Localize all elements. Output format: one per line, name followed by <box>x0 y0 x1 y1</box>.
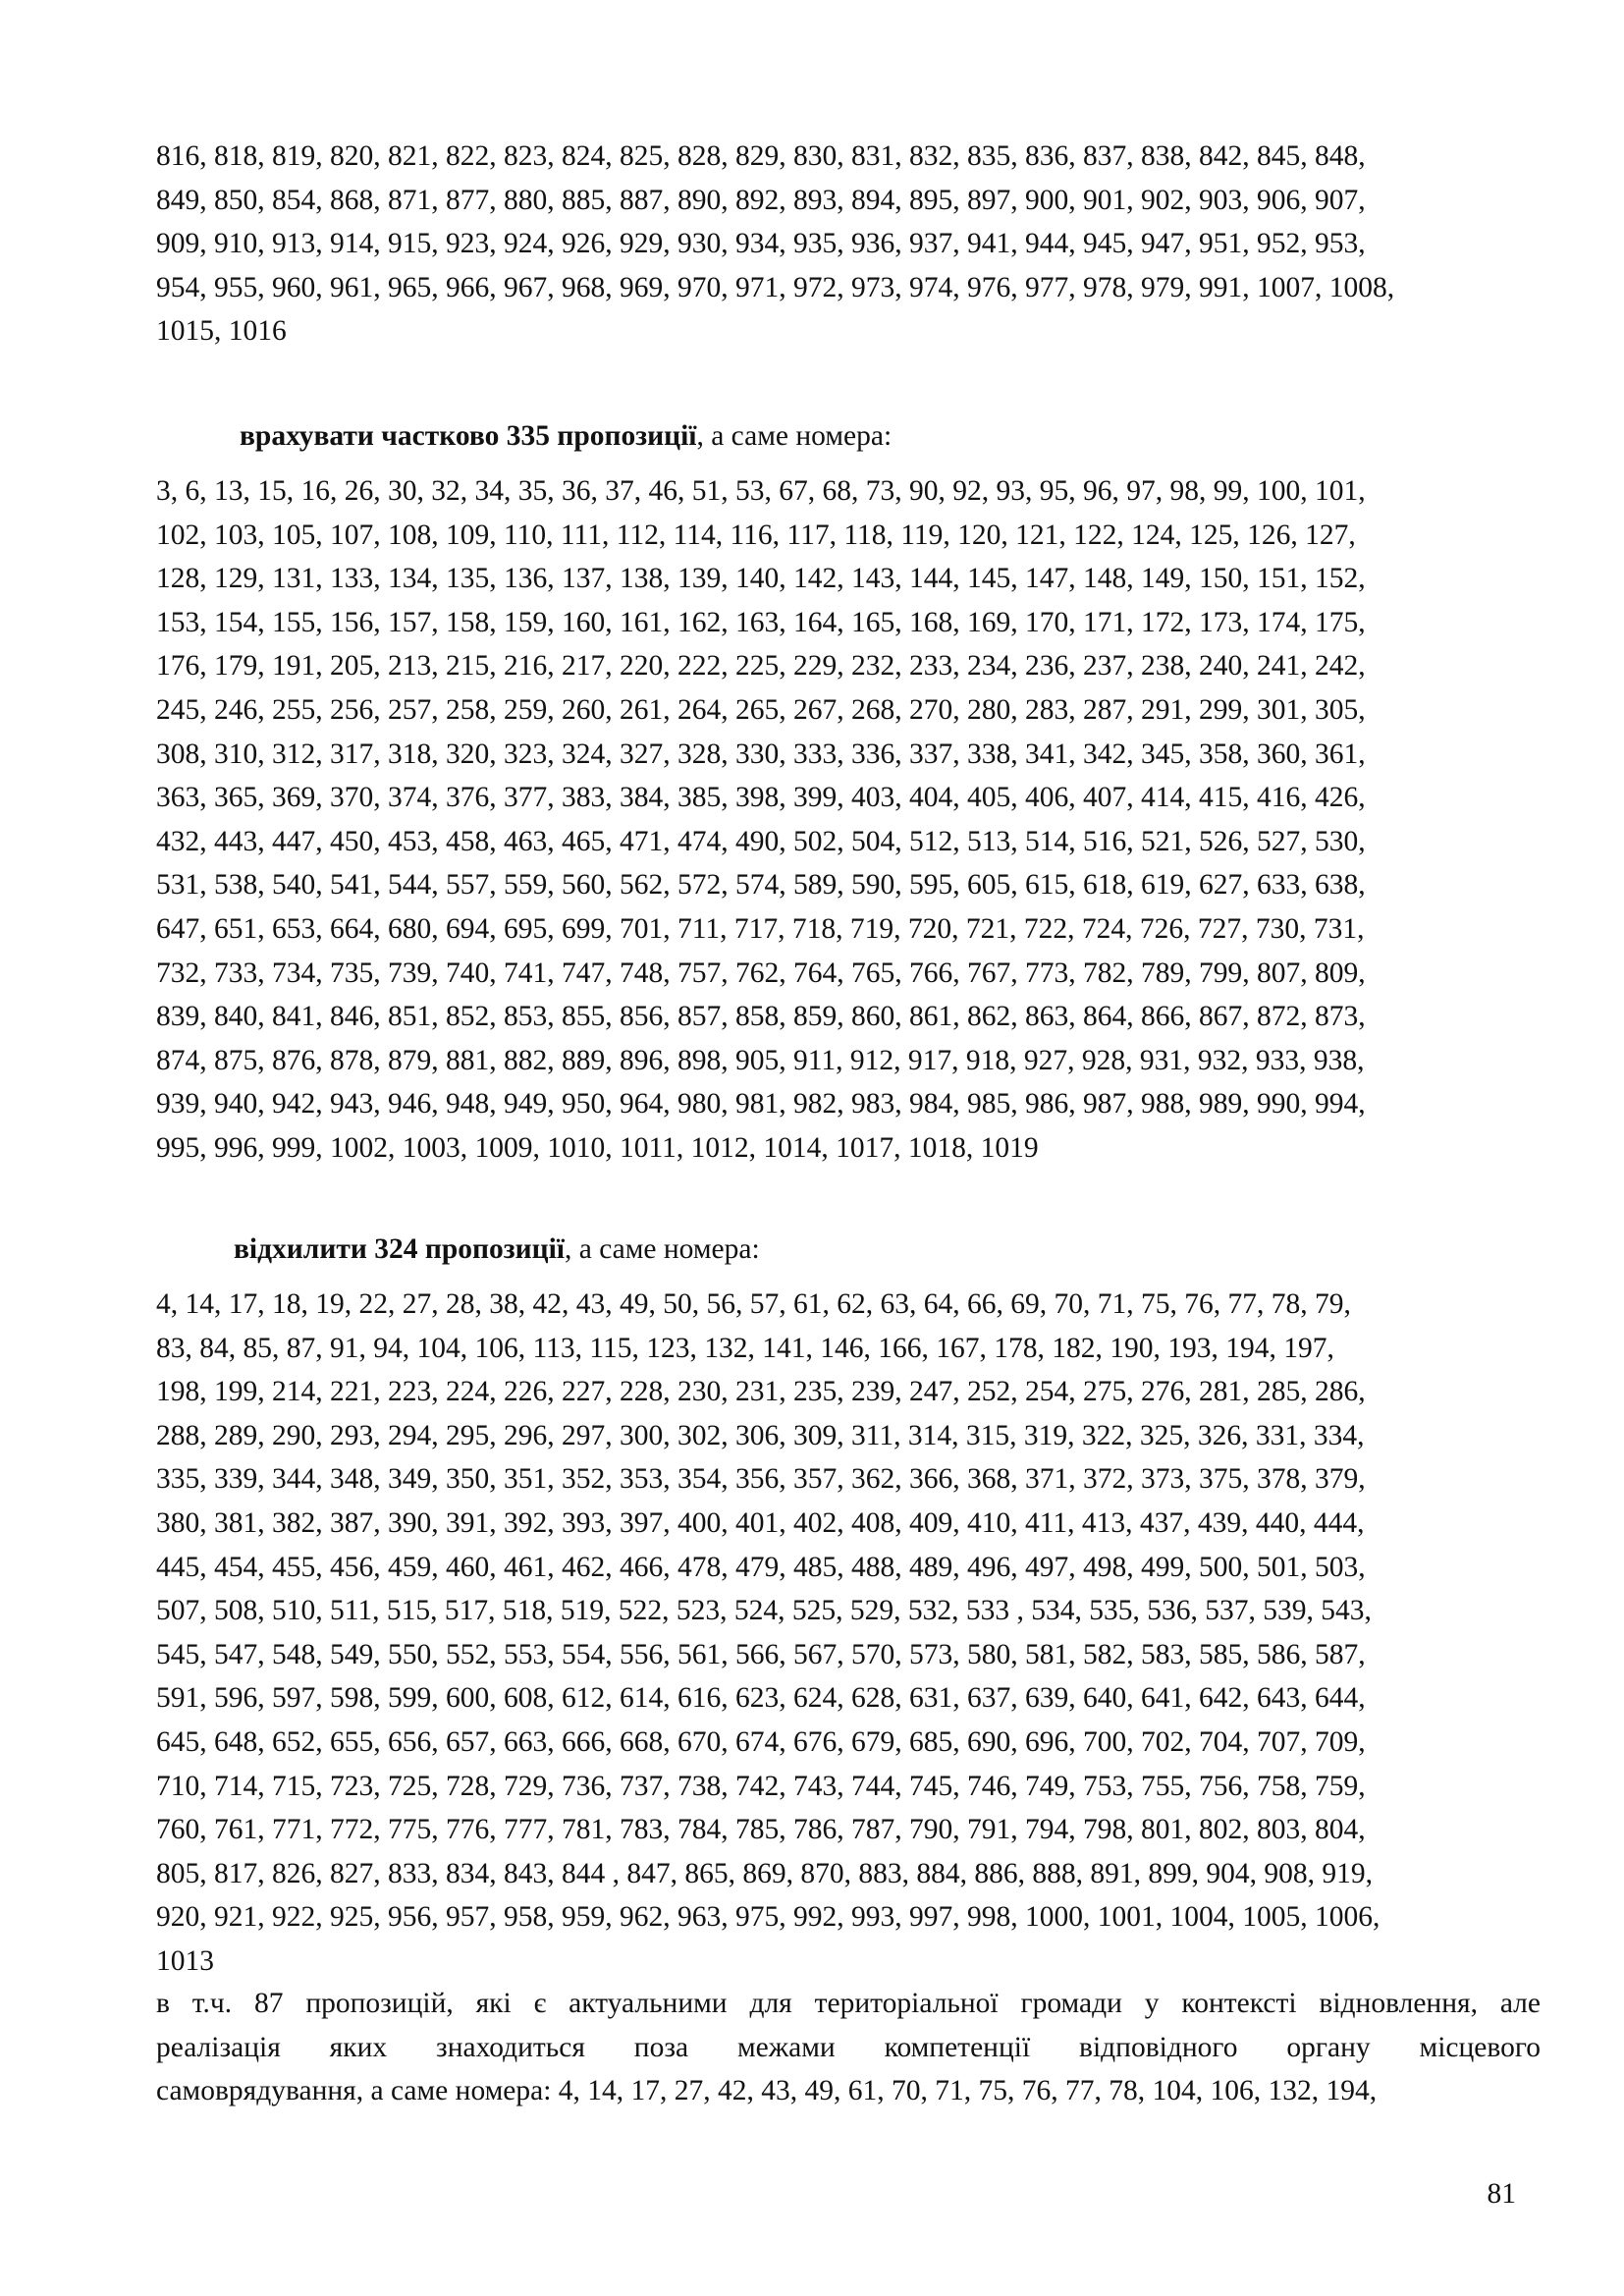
number-list-line: 545, 547, 548, 549, 550, 552, 553, 554, 556, 561, 566, 567, 570, 573, 580, 581, 582, 583, 585, 586, 587, <box>156 1638 1366 1670</box>
reject-section-heading <box>234 1230 760 1269</box>
number-list-line: 288, 289, 290, 293, 294, 295, 296, 297, 300, 302, 306, 309, 311, 314, 315, 319, 322, 325, 326, 331, 334, <box>156 1419 1365 1451</box>
number-list-line: 335, 339, 344, 348, 349, 350, 351, 352, 353, 354, 356, 357, 362, 366, 368, 371, 372, 373, 375, 378, 379, <box>156 1463 1366 1496</box>
paragraph-line: в т.ч. 87 пропозицій, які є актуальними для територіальної громади у контексті відновлення, але <box>156 1988 1541 2019</box>
number-list-line: 363, 365, 369, 370, 374, 376, 377, 383, 384, 385, 398, 399, 403, 404, 405, 406, 407, 414, 415, 416, 426, <box>156 782 1366 814</box>
number-list-line: 816, 818, 819, 820, 821, 822, 823, 824, 825, 828, 829, 830, 831, 832, 835, 836, 837, 838, 842, 845, 848, <box>156 140 1366 172</box>
partial-section-heading <box>240 416 892 456</box>
number-list-line: 849, 850, 854, 868, 871, 877, 880, 885, 887, 890, 892, 893, 894, 895, 897, 900, 901, 902, 903, 906, 907, <box>156 184 1366 216</box>
partial-number-list <box>156 469 1541 1171</box>
number-list-line: 1013 <box>156 1944 214 1977</box>
partial-heading-rest: , а саме номера: <box>696 420 893 452</box>
number-list-line: 245, 246, 255, 256, 257, 258, 259, 260, 261, 264, 265, 267, 268, 270, 280, 283, 287, 291, 299, 301, 305, <box>156 693 1366 726</box>
number-list-line: 198, 199, 214, 221, 223, 224, 226, 227, 228, 230, 231, 235, 239, 247, 252, 254, 275, 276, 281, 285, 286, <box>156 1376 1366 1408</box>
number-list-line: 432, 443, 447, 450, 453, 458, 463, 465, 471, 474, 490, 502, 504, 512, 513, 514, 516, 521, 526, 527, 530, <box>156 825 1366 857</box>
reject-heading-bold: відхилити 324 пропозиції <box>234 1233 565 1265</box>
number-list-line: 128, 129, 131, 133, 134, 135, 136, 137, 138, 139, 140, 142, 143, 144, 145, 147, 148, 149, 150, 151, 152, <box>156 563 1366 595</box>
number-list-line: 1015, 1016 <box>156 315 287 348</box>
number-list-line: 531, 538, 540, 541, 544, 557, 559, 560, 562, 572, 574, 589, 590, 595, 605, 615, 618, 619, 627, 633, 638, <box>156 869 1366 902</box>
number-list-line: 507, 508, 510, 511, 515, 517, 518, 519, 522, 523, 524, 525, 529, 532, 533 , 534, 535, 536, 537, 539, 543, <box>156 1595 1372 1627</box>
number-list-line: 4, 14, 17, 18, 19, 22, 27, 28, 38, 42, 43, 49, 50, 56, 57, 61, 62, 63, 64, 66, 69, 70, 71, 75, 76, 77, 78, 79, <box>156 1288 1351 1320</box>
continued-number-list <box>156 135 1541 354</box>
page-number: 81 <box>1487 2178 1516 2210</box>
number-list-line: 308, 310, 312, 317, 318, 320, 323, 324, 327, 328, 330, 333, 336, 337, 338, 341, 342, 345, 358, 360, 361, <box>156 738 1366 770</box>
paragraph-line: реалізація яких знаходиться поза межами компетенції відповідного органу місцевого <box>156 2031 1541 2063</box>
number-list-line: 995, 996, 999, 1002, 1003, 1009, 1010, 1011, 1012, 1014, 1017, 1018, 1019 <box>156 1131 1039 1164</box>
number-list-line: 647, 651, 653, 664, 680, 694, 695, 699, 701, 711, 717, 718, 719, 720, 721, 722, 724, 726, 727, 730, 731, <box>156 912 1365 945</box>
closing-paragraph <box>156 1982 1541 2113</box>
number-list-line: 83, 84, 85, 87, 91, 94, 104, 106, 113, 115, 123, 132, 141, 146, 166, 167, 178, 182, 190, 193, 194, 197, <box>156 1332 1334 1364</box>
number-list-line: 909, 910, 913, 914, 915, 923, 924, 926, 929, 930, 934, 935, 936, 937, 941, 944, 945, 947, 951, 952, 953, <box>156 228 1366 260</box>
number-list-line: 732, 733, 734, 735, 739, 740, 741, 747, 748, 757, 762, 764, 765, 766, 767, 773, 782, 789, 799, 807, 809, <box>156 957 1366 989</box>
number-list-line: 380, 381, 382, 387, 390, 391, 392, 393, 397, 400, 401, 402, 408, 409, 410, 411, 413, 437, 439, 440, 444, <box>156 1506 1365 1539</box>
number-list-line: 939, 940, 942, 943, 946, 948, 949, 950, 964, 980, 981, 982, 983, 984, 985, 986, 987, 988, 989, 990, 994, <box>156 1088 1366 1121</box>
number-list-line: 805, 817, 826, 827, 833, 834, 843, 844 , 847, 865, 869, 870, 883, 884, 886, 888, 891, 899, 904, 908, 919, <box>156 1857 1373 1889</box>
number-list-line: 710, 714, 715, 723, 725, 728, 729, 736, 737, 738, 742, 743, 744, 745, 746, 749, 753, 755, 756, 758, 759, <box>156 1770 1366 1802</box>
number-list-line: 176, 179, 191, 205, 213, 215, 216, 217, 220, 222, 225, 229, 232, 233, 234, 236, 237, 238, 240, 241, 242, <box>156 650 1366 683</box>
number-list-line: 3, 6, 13, 15, 16, 26, 30, 32, 34, 35, 36, 37, 46, 51, 53, 67, 68, 73, 90, 92, 93, 95, 96, 97, 98, 99, 100, 101, <box>156 475 1366 507</box>
number-list-line: 920, 921, 922, 925, 956, 957, 958, 959, 962, 963, 975, 992, 993, 997, 998, 1000, 1001, 1004, 1005, 1006, <box>156 1901 1380 1934</box>
reject-number-list <box>156 1283 1541 1984</box>
number-list-line: 102, 103, 105, 107, 108, 109, 110, 111, 112, 114, 116, 117, 118, 119, 120, 121, 122, 124, 125, 126, 127, <box>156 519 1356 551</box>
number-list-line: 645, 648, 652, 655, 656, 657, 663, 666, 668, 670, 674, 676, 679, 685, 690, 696, 700, 702, 704, 707, 709, <box>156 1725 1366 1758</box>
partial-heading-bold: врахувати частково 335 пропозиції <box>240 420 697 452</box>
reject-heading-rest: , а саме номера: <box>564 1233 760 1265</box>
number-list-line: 445, 454, 455, 456, 459, 460, 461, 462, 466, 478, 479, 485, 488, 489, 496, 497, 498, 499, 500, 501, 503, <box>156 1551 1366 1583</box>
number-list-line: 839, 840, 841, 846, 851, 852, 853, 855, 856, 857, 858, 859, 860, 861, 862, 863, 864, 866, 867, 872, 873, <box>156 1001 1366 1033</box>
number-list-line: 591, 596, 597, 598, 599, 600, 608, 612, 614, 616, 623, 624, 628, 631, 637, 639, 640, 641, 642, 643, 644, <box>156 1682 1366 1715</box>
number-list-line: 954, 955, 960, 961, 965, 966, 967, 968, 969, 970, 971, 972, 973, 974, 976, 977, 978, 979, 991, 1007, 1008, <box>156 271 1395 303</box>
paragraph-line: самоврядування, а саме номера: 4, 14, 17, 27, 42, 43, 49, 61, 70, 71, 75, 76, 77, 78, 104, 106, 132, 194, <box>156 2075 1378 2107</box>
number-list-line: 760, 761, 771, 772, 775, 776, 777, 781, 783, 784, 785, 786, 787, 790, 791, 794, 798, 801, 802, 803, 804, <box>156 1814 1366 1846</box>
number-list-line: 874, 875, 876, 878, 879, 881, 882, 889, 896, 898, 905, 911, 912, 917, 918, 927, 928, 931, 932, 933, 938, <box>156 1044 1365 1076</box>
number-list-line: 153, 154, 155, 156, 157, 158, 159, 160, 161, 162, 163, 164, 165, 168, 169, 170, 171, 172, 173, 174, 175, <box>156 606 1366 638</box>
